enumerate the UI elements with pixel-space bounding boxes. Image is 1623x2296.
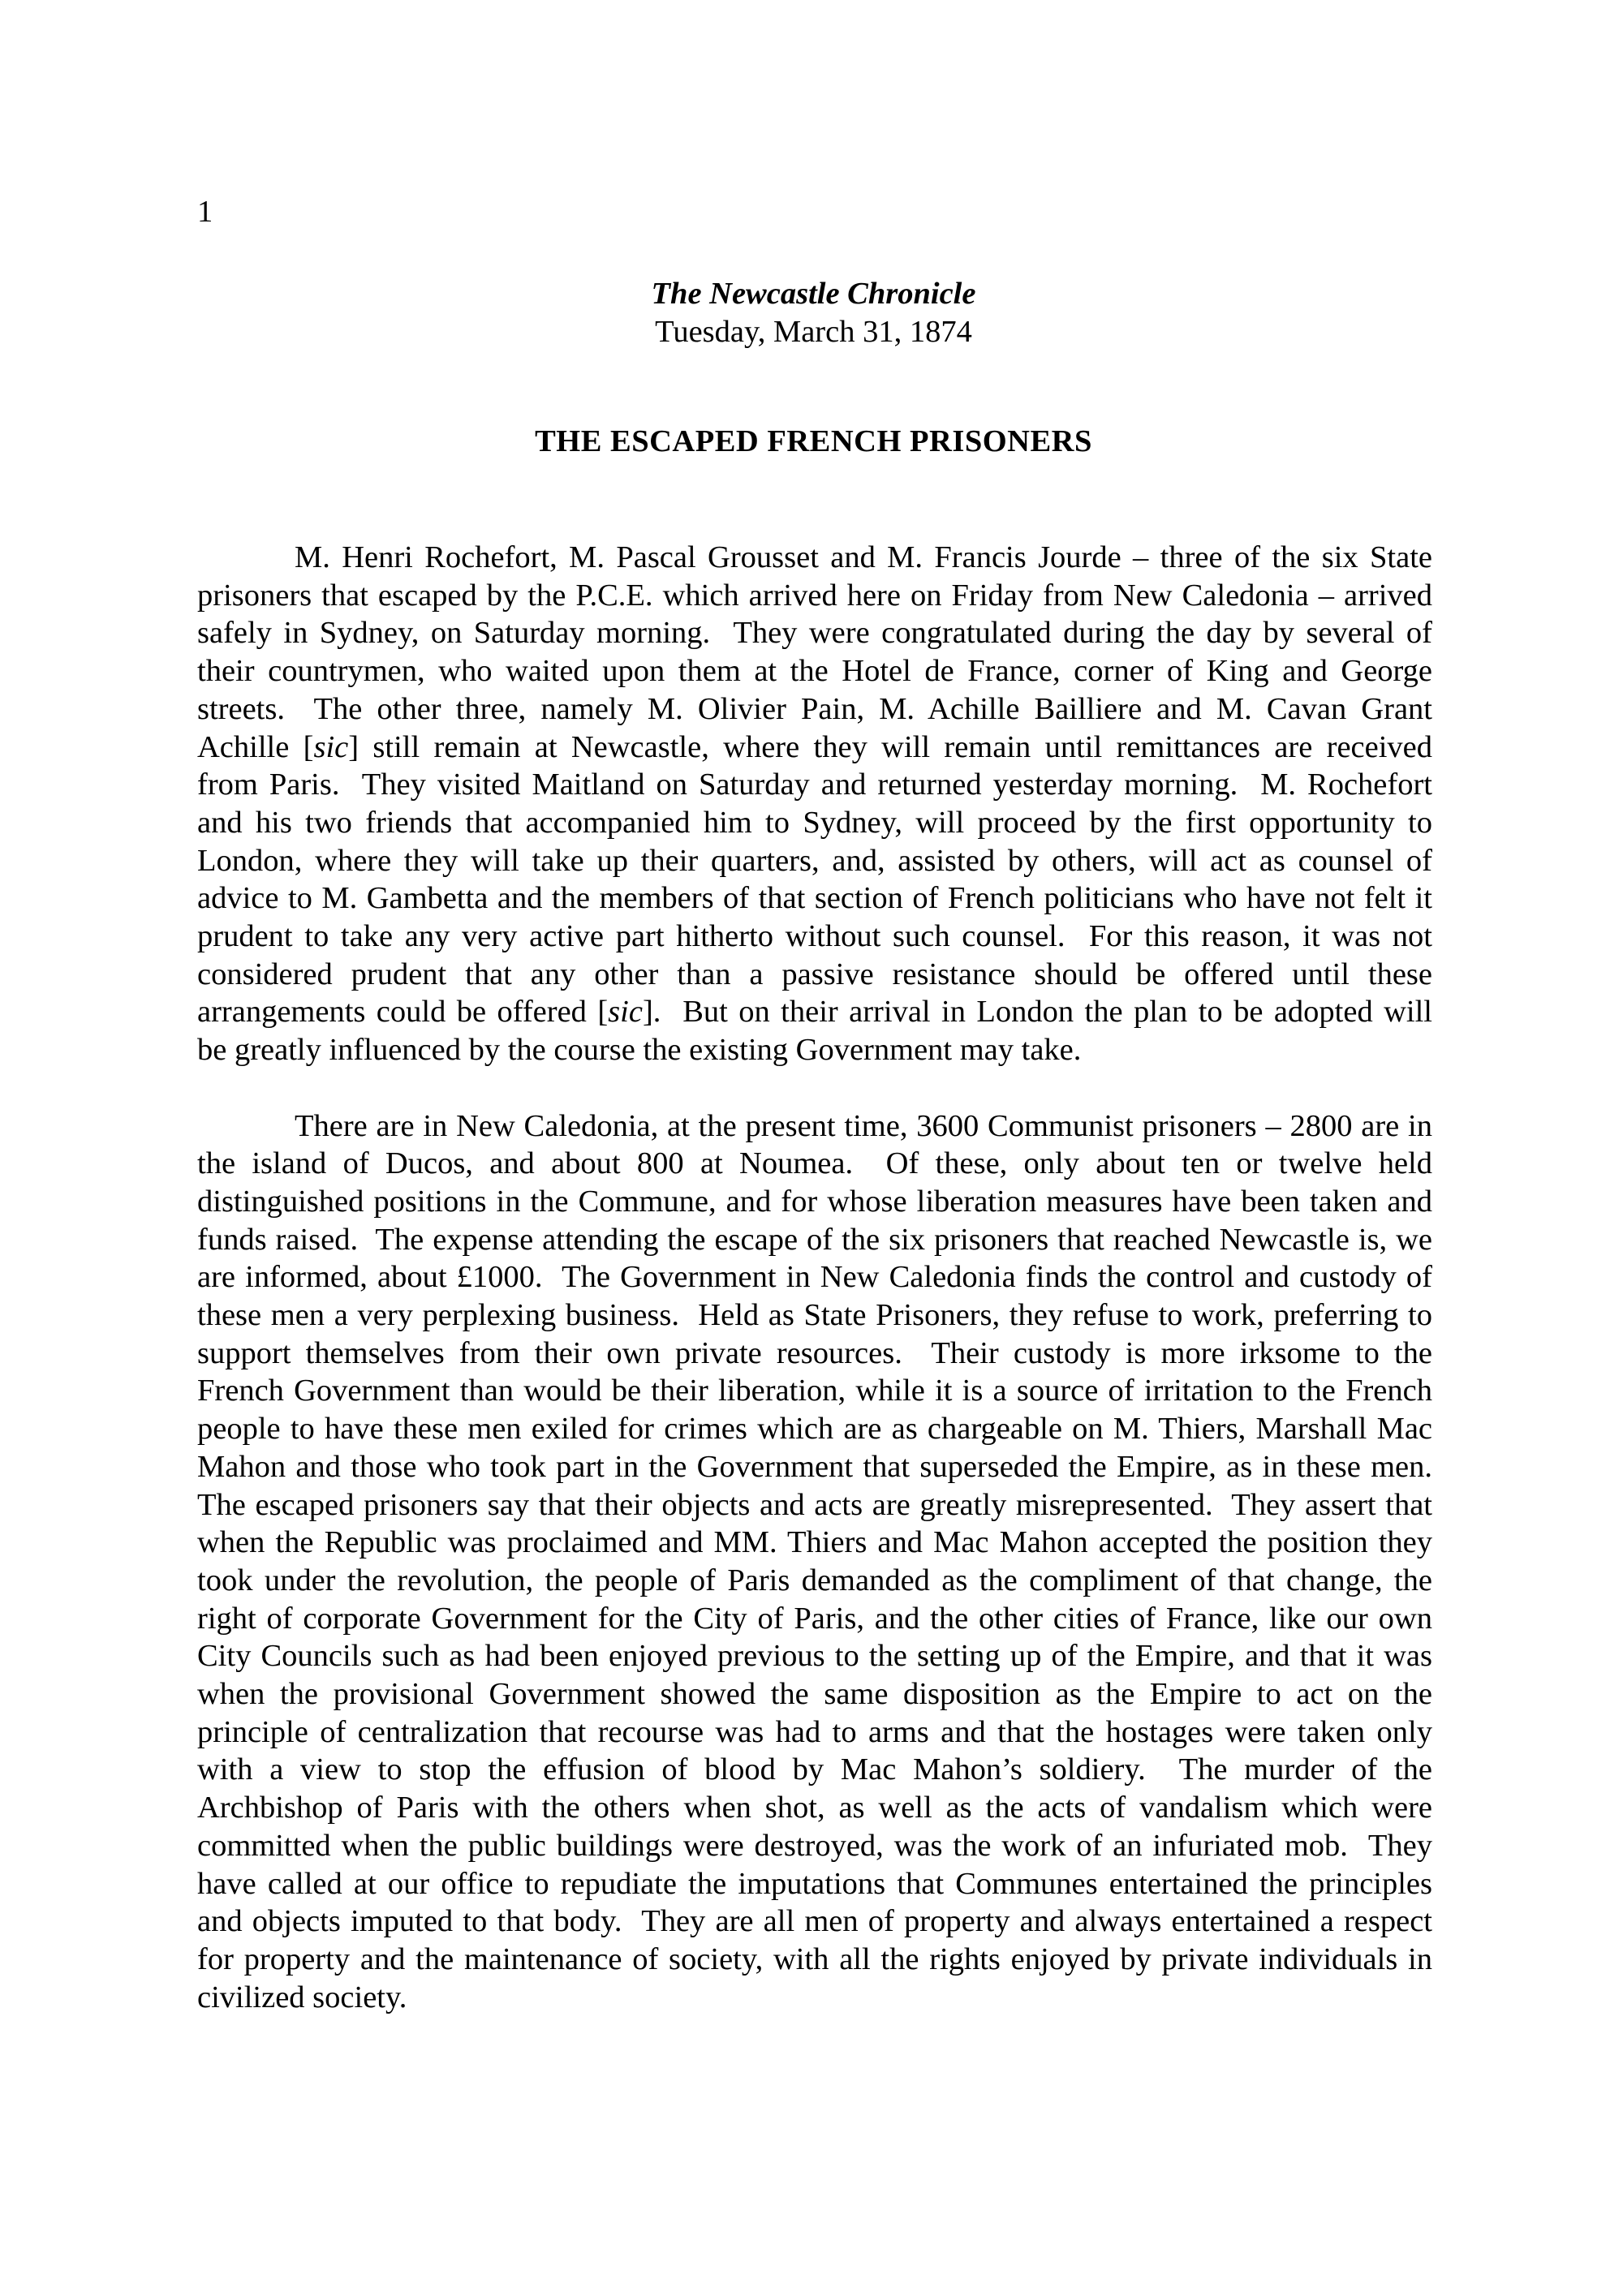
text-line: support themselves from their own private resources. Their custody is more irksome to the bbox=[197, 1335, 1432, 1370]
text-line: and his two friends that accompanied him to Sydney, will proceed by the first opportunity to bbox=[197, 805, 1432, 840]
text-line: took under the revolution, the people of Paris demanded as the compliment of that change, the bbox=[197, 1563, 1432, 1597]
text-line: the island of Ducos, and about 800 at Noumea. Of these, only about ten or twelve held bbox=[197, 1146, 1432, 1181]
text-line: have called at our office to repudiate the imputations that Communes entertained the principles bbox=[197, 1866, 1432, 1901]
text-line: M. Henri Rochefort, M. Pascal Grousset and M. Francis Jourde – three of the six State bbox=[295, 540, 1432, 574]
text-line: Mahon and those who took part in the Government that superseded the Empire, as in these men. bbox=[197, 1449, 1432, 1484]
publication-name: The Newcastle Chronicle bbox=[651, 277, 976, 311]
text-line: for property and the maintenance of society, with all the rights enjoyed by private individuals in bbox=[197, 1942, 1432, 1976]
text-line: are informed, about £1000. The Government in New Caledonia finds the control and custody of bbox=[197, 1260, 1432, 1295]
article-paragraph-2 bbox=[197, 1107, 1432, 2017]
text-line: their countrymen, who waited upon them at the Hotel de France, corner of King and George bbox=[197, 654, 1432, 689]
text-line: when the Republic was proclaimed and MM. Thiers and Mac Mahon accepted the position they bbox=[197, 1525, 1432, 1560]
text-line: streets. The other three, namely M. Olivier Pain, M. Achille Bailliere and M. Cavan Grant bbox=[197, 691, 1432, 726]
text-line: The escaped prisoners say that their objects and acts are greatly misrepresented. They assert that bbox=[197, 1487, 1432, 1522]
text-line: There are in New Caledonia, at the present time, 3600 Communist prisoners – 2800 are in bbox=[295, 1108, 1432, 1143]
text-line: arrangements could be offered [sic]. But on their arrival in London the plan to be adopted will bbox=[197, 995, 1432, 1030]
text-line: when the provisional Government showed the same disposition as the Empire to act on the bbox=[197, 1677, 1432, 1712]
publication-date: Tuesday, March 31, 1874 bbox=[655, 314, 972, 349]
text-line: safely in Sydney, on Saturday morning. They were congratulated during the day by several of bbox=[197, 616, 1432, 651]
page-number: 1 bbox=[197, 195, 213, 229]
article-paragraph-1 bbox=[197, 539, 1432, 1069]
text-line: principle of centralization that recourse was had to arms and that the hostages were taken only bbox=[197, 1714, 1432, 1749]
text-line: distinguished positions in the Commune, and for whose liberation measures have been taken and bbox=[197, 1184, 1432, 1219]
article-title: THE ESCAPED FRENCH PRISONERS bbox=[535, 424, 1092, 458]
text-line: people to have these men exiled for crimes which are as chargeable on M. Thiers, Marshall Mac bbox=[197, 1412, 1432, 1447]
text-line: considered prudent that any other than a passive resistance should be offered until these bbox=[197, 957, 1432, 991]
text-line: and objects imputed to that body. They are all men of property and always entertained a respect bbox=[197, 1904, 1432, 1939]
text-line: Achille [sic] still remain at Newcastle, where they will remain until remittances are received bbox=[197, 729, 1433, 764]
text-line: these men a very perplexing business. Held as State Prisoners, they refuse to work, preferring to bbox=[197, 1298, 1432, 1333]
text-line: from Paris. They visited Maitland on Saturday and returned yesterday morning. M. Rochefort bbox=[197, 767, 1432, 802]
text-line: City Councils such as had been enjoyed previous to the setting up of the Empire, and that it was bbox=[197, 1639, 1432, 1674]
text-line: prudent to take any very active part hitherto without such counsel. For this reason, it was not bbox=[197, 919, 1432, 954]
text-line: London, where they will take up their quarters, and, assisted by others, will act as counsel of bbox=[197, 843, 1432, 878]
text-line: civilized society. bbox=[197, 1980, 407, 2014]
text-line: be greatly influenced by the course the existing Government may take. bbox=[197, 1033, 1082, 1068]
text-line: French Government than would be their liberation, while it is a source of irritation to the French bbox=[197, 1374, 1432, 1408]
text-line: with a view to stop the effusion of blood by Mac Mahon’s soldiery. The murder of the bbox=[197, 1752, 1432, 1787]
sic-notation: sic bbox=[608, 995, 643, 1030]
text-line: prisoners that escaped by the P.C.E. which arrived here on Friday from New Caledonia – arrived bbox=[197, 578, 1432, 613]
text-line: advice to M. Gambetta and the members of that section of French politicians who have not felt it bbox=[197, 881, 1432, 916]
article-body bbox=[197, 539, 1432, 2016]
article-header bbox=[195, 275, 1432, 350]
text-line: Archbishop of Paris with the others when shot, as well as the acts of vandalism which were bbox=[197, 1791, 1432, 1825]
text-line: committed when the public buildings were destroyed, was the work of an infuriated mob. They bbox=[197, 1828, 1432, 1863]
sic-notation: sic bbox=[313, 729, 349, 764]
text-line: funds raised. The expense attending the escape of the six prisoners that reached Newcastle is, we bbox=[197, 1222, 1432, 1257]
text-line: right of corporate Government for the City of Paris, and the other cities of France, like our own bbox=[197, 1601, 1432, 1636]
